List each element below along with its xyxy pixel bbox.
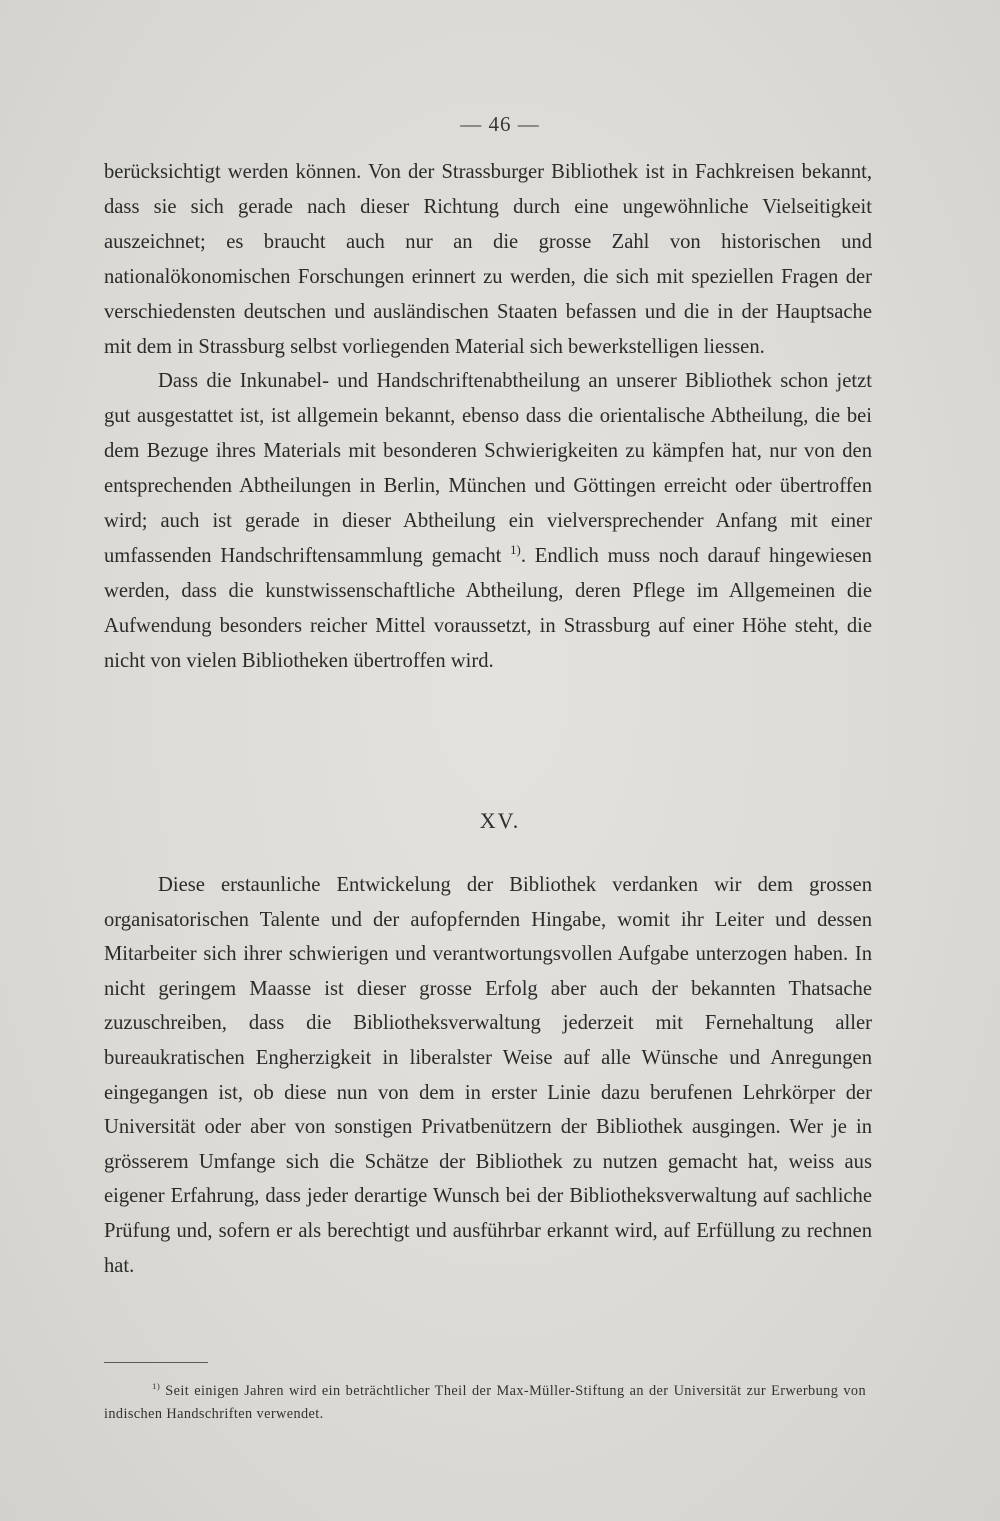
page-number: — 46 — <box>460 112 540 136</box>
paragraph-text: Dass die Inkunabel- und Handschriftenabtheilung an unserer Bibliothek schon jetzt gut ausgestattet ist, ist allgemein bekannt, ebenso dass die orientalische Abtheilung, die bei dem Bezuge ihres Materials mit besonderen Schwierigkeiten zu kämpfen hat, nur von den entsprechenden Abtheilungen in Berlin, München und Göttingen erreicht oder übertroffen wird; auch ist gerade in dieser Abtheilung ein vielversprechender Anfang mit einer umfassenden Handschriftensammlung gemacht <box>104 370 872 567</box>
footnote <box>104 1380 866 1426</box>
paragraph-acknowledgement: Diese erstaunliche Entwickelung der Bibliothek verdanken wir dem grossen organisatorischen Talente und der aufopfernden Hingabe, womit ihr Leiter und dessen Mitarbeiter sich ihrer schwierigen und verantwortungsvollen Aufgabe unterzogen haben. In nicht geringem Maasse ist dieser grosse Erfolg aber auch der bekannten Thatsache zuzuschreiben, dass die Bibliotheksverwaltung jederzeit mit Fernehaltung aller bureaukratischen Engherzigkeit in liberalster Weise auf alle Wünsche und Anregungen eingegangen ist, ob diese nun von dem in erster Linie dazu berufenen Lehrkörper der Universität oder aber von sonstigen Privatbenützern der Bibliothek ausgingen. Wer je in grösserem Umfange sich die Schätze der Bibliothek zu nutzen gemacht hat, weiss aus eigener Erfahrung, dass jeder derartige Wunsch bei der Bibliotheksverwaltung auf sachliche Prüfung und, sofern er als berechtigt und ausführbar erkannt wird, auf Erfüllung zu rechnen hat. <box>104 874 872 1277</box>
section-heading: XV. <box>479 808 521 833</box>
text-block-upper <box>104 155 872 679</box>
text-block-lower <box>104 868 872 1283</box>
footnote-marker: 1) <box>152 1381 161 1392</box>
paragraph-continued: berücksichtigt werden können. Von der Strassburger Bibliothek ist in Fachkreisen bekannt, dass sie sich gerade nach dieser Richtung durch eine ungewöhnliche Vielseitigkeit auszeichnet; es braucht auch nur an die grosse Zahl von historischen und nationalökonomischen Forschungen erinnert zu werden, die sich mit speziellen Fragen der verschiedensten deutschen und ausländischen Staaten befassen und die in der Hauptsache mit dem in Strassburg selbst vorliegenden Material sich bewerkstelligen liessen. <box>104 161 872 358</box>
paragraph-text: . Endlich muss noch darauf hingewiesen werden, dass die kunstwissenschaftliche Abtheilung, deren Pflege im Allgemeinen die Aufwendung besonders reicher Mittel voraussetzt, in Strassburg auf einer Höhe steht, die nicht von vielen Bibliotheken übertroffen wird. <box>104 544 872 672</box>
paragraph-collections <box>104 364 872 678</box>
footnote-reference: 1) <box>510 543 521 558</box>
footnote-divider <box>104 1362 208 1363</box>
footnote-text: Seit einigen Jahren wird ein beträchtlicher Theil der Max-Müller-Stiftung an der Universität zur Erwerbung von indischen Handschriften verwendet. <box>104 1383 866 1422</box>
